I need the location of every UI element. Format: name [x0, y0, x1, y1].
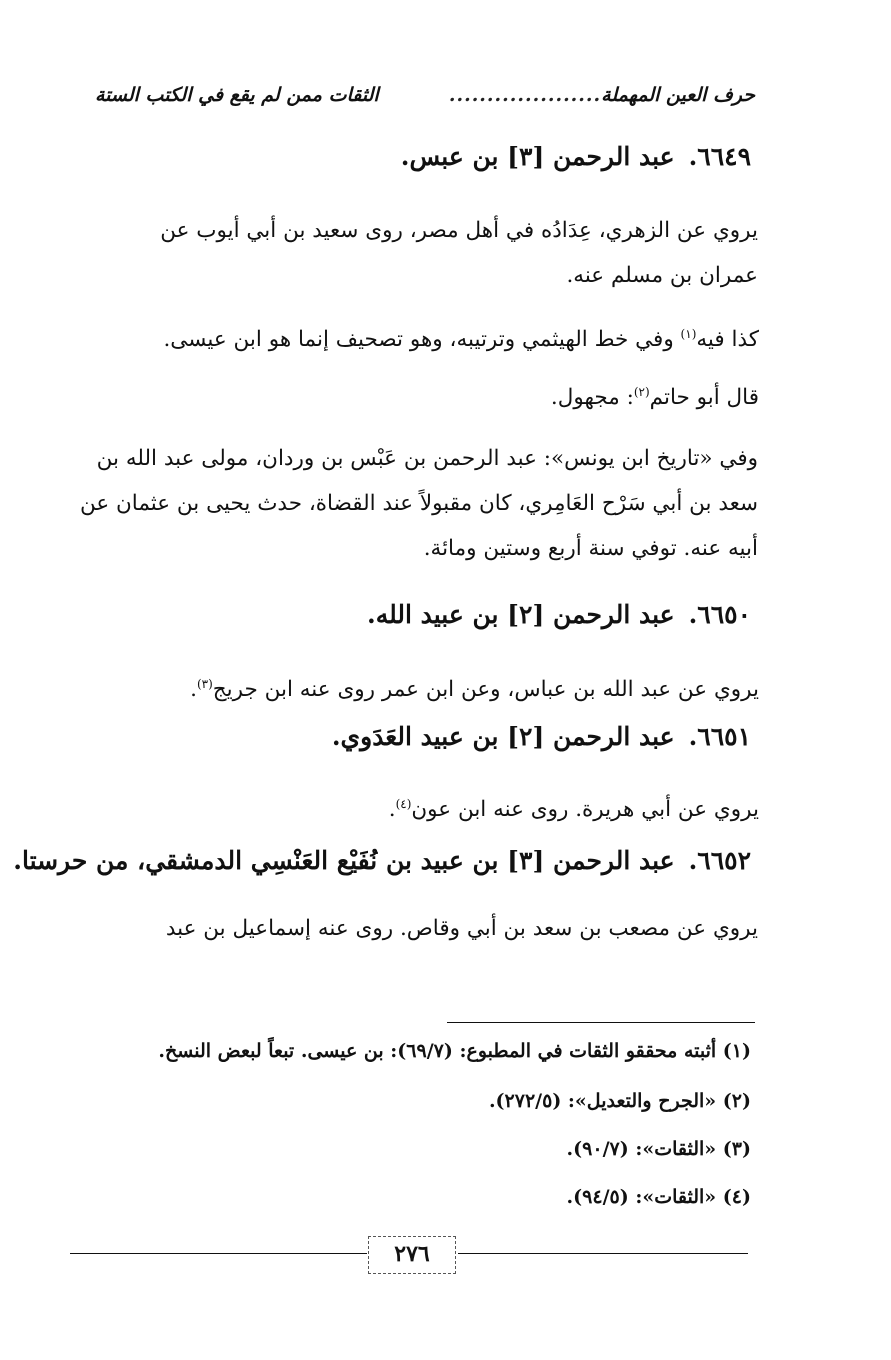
- entry-number: ٦٦٤٩.: [688, 142, 751, 171]
- entry-title-6652: [13, 846, 751, 875]
- paragraph: [74, 208, 758, 298]
- entry-number: ٦٦٥٢.: [688, 846, 751, 875]
- footnote-ref: (٤): [395, 797, 412, 811]
- entry-number: ٦٦٥٠.: [688, 600, 751, 629]
- text: يروي عن عبد الله بن عباس، وعن ابن عمر روى عنه ابن جريج: [212, 677, 759, 703]
- text: : مجهول.: [550, 385, 634, 411]
- footnote-3: (٣) «الثقات»: (٩٠/٧).: [566, 1138, 751, 1160]
- footnote-ref: (٢): [633, 385, 650, 399]
- paragraph: [551, 370, 759, 420]
- paragraph: [74, 906, 758, 951]
- footnote-ref: (١): [680, 327, 697, 341]
- entry-name: عبد الرحمن [٢] بن عبيد العَدَوي.: [331, 722, 675, 751]
- text-line: وفي «تاريخ ابن يونس»: عبد الرحمن بن عَبْس بن وردان، مولى عبد الله بن: [96, 446, 758, 471]
- running-head-chapter: حرف العين المهملة: [601, 84, 755, 106]
- text: يروي عن أبي هريرة. روى عنه ابن عون: [411, 797, 759, 823]
- entry-number: ٦٦٥١.: [688, 722, 751, 751]
- entry-title-6651: [332, 722, 751, 751]
- footnote-1: (١) أثبته محققو الثقات في المطبوع: (٦٩/٧): بن عيسى. تبعاً لبعض النسخ.: [158, 1040, 751, 1062]
- text-line: عمران بن مسلم عنه.: [566, 263, 758, 288]
- entry-title-6649: [401, 142, 751, 171]
- text: .: [190, 677, 197, 703]
- text: .: [388, 797, 396, 823]
- entry-name: عبد الرحمن [٣] بن عبيد بن نُفَيْع العَنْسِي الدمشقي، من حرستا.: [13, 846, 675, 875]
- text-line: يروي عن مصعب بن سعد بن أبي وقاص. روى عنه إسماعيل بن عبد: [165, 916, 758, 941]
- text: قال أبو حاتم: [649, 385, 759, 411]
- footnote-separator: [447, 1022, 755, 1023]
- text-line: يروي عن الزهري، عِدَادُه في أهل مصر، روى سعيد بن أبي أيوب عن: [160, 218, 758, 243]
- paragraph: [163, 312, 759, 362]
- entry-name: عبد الرحمن [٣] بن عبس.: [400, 142, 675, 171]
- paragraph: [190, 662, 759, 712]
- running-head-dots: ....................: [448, 84, 602, 106]
- entry-title-6650: [367, 600, 751, 629]
- paragraph: [389, 782, 759, 832]
- text-line: أبيه عنه. توفي سنة أربع وستين ومائة.: [423, 536, 758, 561]
- text: وفي خط الهيثمي وترتيبه، وهو تصحيف إنما هو ابن عيسى.: [163, 327, 681, 353]
- entry-name: عبد الرحمن [٢] بن عبيد الله.: [366, 600, 675, 629]
- paragraph: [74, 436, 758, 571]
- running-head: [95, 84, 755, 106]
- running-head-book: الثقات ممن لم يقع في الكتب الستة: [95, 84, 379, 106]
- folio-rule: [458, 1253, 748, 1254]
- footnote-ref: (٣): [196, 677, 213, 691]
- footnote-4: (٤) «الثقات»: (٩٤/٥).: [566, 1186, 751, 1208]
- text-line: سعد بن أبي سَرْح العَامِري، كان مقبولاً عند القضاة، حدث يحيى بن عثمان عن: [79, 491, 758, 516]
- folio-rule: [70, 1253, 367, 1254]
- footnote-2: (٢) «الجرح والتعديل»: (٢٧٢/٥).: [488, 1090, 751, 1112]
- page-number: ٢٧٦: [368, 1236, 456, 1274]
- text: كذا فيه: [696, 327, 759, 353]
